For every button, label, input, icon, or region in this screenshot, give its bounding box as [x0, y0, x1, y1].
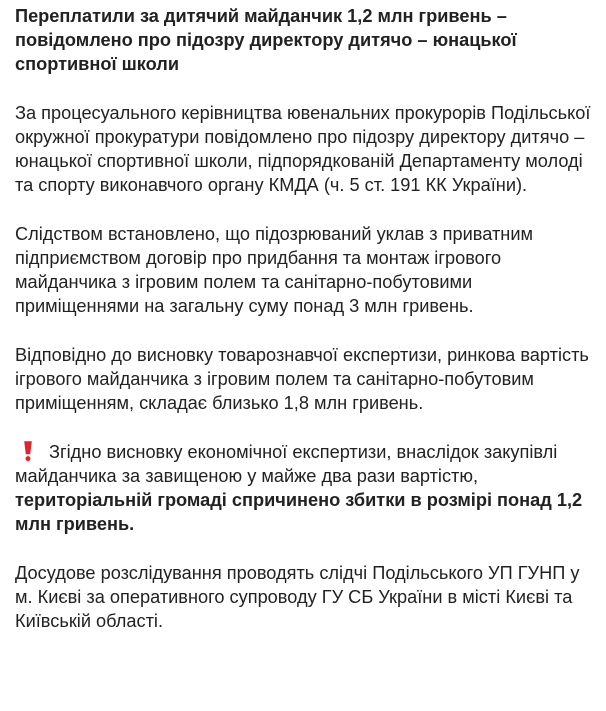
paragraph-damages — [15, 440, 595, 537]
post-title: Переплатили за дитячий майданчик 1,2 млн гривень – повідомлено про підозру директору дитячо – юнацької спортивної школи — [15, 6, 517, 75]
paragraph-investigation: Слідством встановлено, що підозрюваний уклав з приватним підприємством договір про придбання та монтаж ігрового майданчика з ігровим полем та санітарно-побутовими приміщеннями на загальну суму понад 3 млн гривень. — [15, 223, 533, 317]
paragraph-expertise: Відповідно до висновку товарознавчої експертизи, ринкова вартість ігрового майданчика з ігровим полем та санітарно-побутовим приміщенням, складає близько 1,8 млн гривень. — [15, 344, 589, 414]
paragraph-pretrial: Досудове розслідування проводять слідчі Подільського УП ГУНП у м. Києві за оперативного супроводу ГУ СБ України в місті Києві та Київській області. — [15, 562, 580, 631]
red-exclamation-icon — [21, 440, 35, 462]
damages-text: Згідно висновку економічної експертизи, внаслідок закупівлі майданчика за завищеною у майже два рази вартістю, — [15, 441, 558, 486]
paragraph-prosecution: За процесуального керівництва ювенальних прокурорів Подільської окружної прокуратури повідомлено про підозру директору дитячо – юнацької спортивної школи, підпорядкованій Департаменту молоді та спорту виконавчого органу КМДА (ч. 5 ст. 191 КК України). — [15, 102, 591, 196]
news-post — [15, 4, 595, 657]
damages-amount-text: територіальній громаді спричинено збитки в розмірі понад 1,2 млн гривень. — [15, 490, 583, 535]
